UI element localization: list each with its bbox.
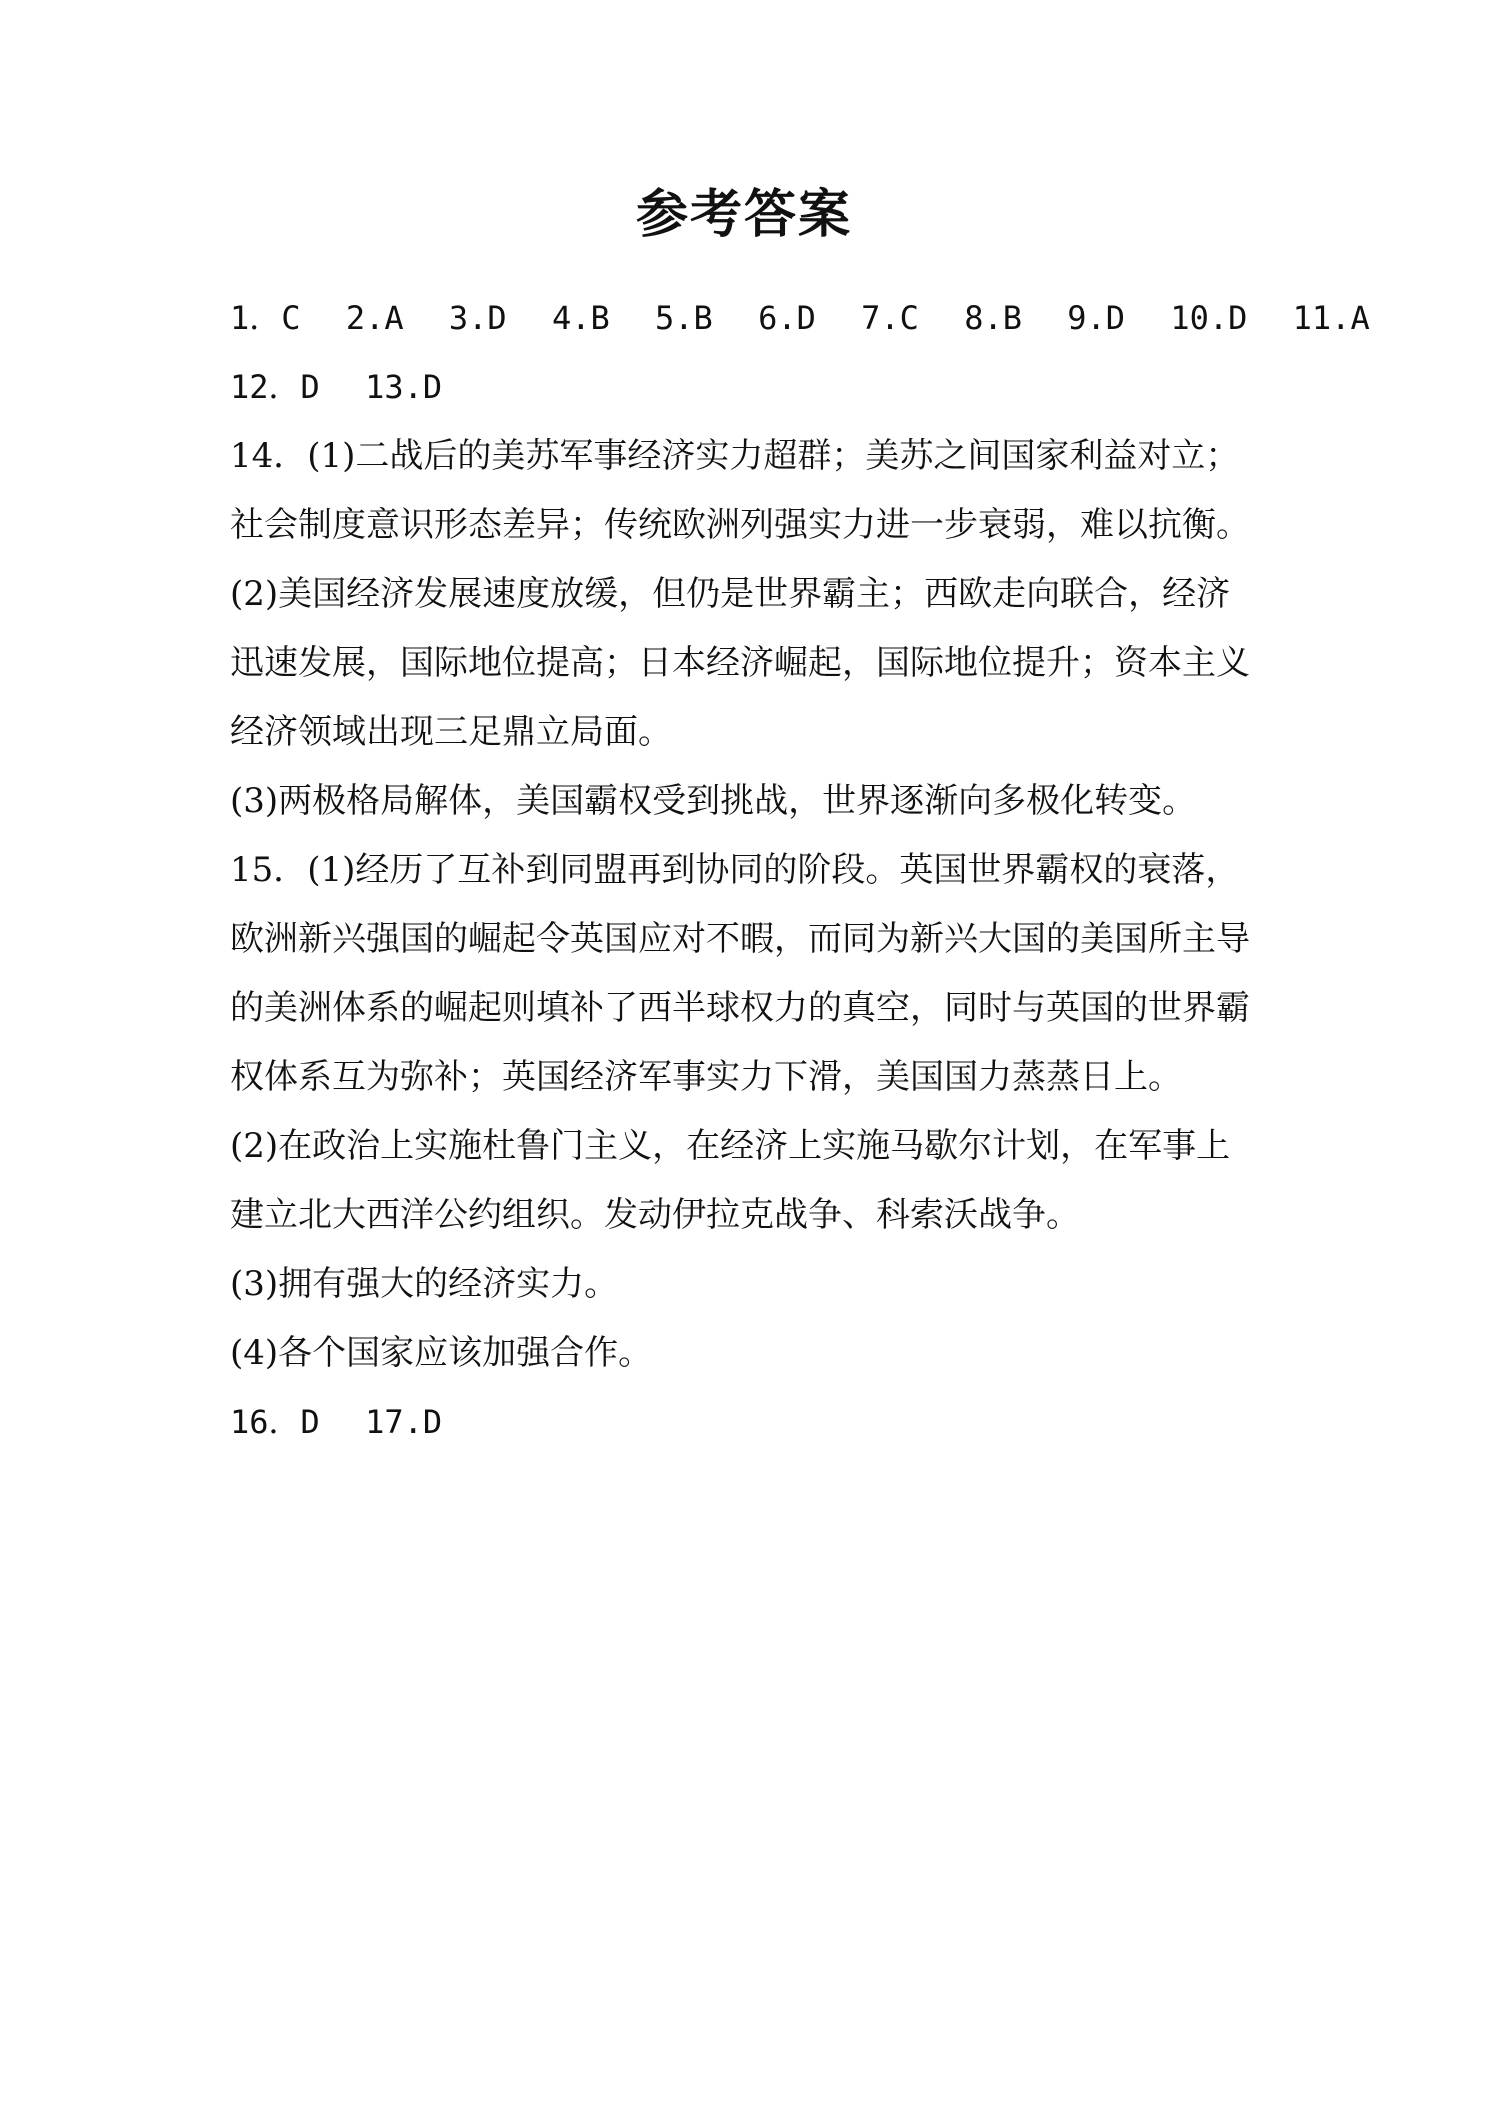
q14-line: (3)两极格局解体，美国霸权受到挑战，世界逐渐向多极化转变。: [230, 781, 1197, 821]
page-title: 参考答案: [635, 185, 852, 245]
q15-line: 权体系互为弥补；英国经济军事实力下滑，美国国力蒸蒸日上。: [230, 1057, 1182, 1097]
answer-item: 13.D: [365, 368, 443, 406]
mcq-answers-row-1: [230, 284, 1370, 353]
answer-item: 17.D: [365, 1403, 443, 1441]
answer-item: 8.B: [964, 299, 1022, 337]
q15-line: 欧洲新兴强国的崛起令英国应对不暇，而同为新兴大国的美国所主导: [230, 919, 1250, 959]
answer-item: 12．D: [230, 368, 320, 406]
answer-item: 4.B: [551, 299, 610, 337]
mcq-answers-row-3: [230, 1388, 1270, 1457]
q15-line: (4)各个国家应该加强合作。: [230, 1333, 653, 1373]
q14-line: 经济领域出现三足鼎立局面。: [230, 712, 672, 752]
answer-item: 6.D: [758, 299, 816, 337]
answer-item: 10.D: [1170, 299, 1248, 337]
q15-line: (2)在政治上实施杜鲁门主义，在经济上实施马歇尔计划，在军事上: [230, 1126, 1231, 1166]
mcq-answers-row-2: [230, 353, 1270, 422]
answer-item: 2.A: [345, 299, 404, 337]
answer-item: 11.A: [1292, 299, 1370, 337]
answer-item: 7.C: [861, 299, 919, 337]
answer-item: 5.B: [655, 299, 713, 337]
q14-line: 迅速发展，国际地位提高；日本经济崛起，国际地位提升；资本主义: [230, 643, 1250, 683]
q15-line: 建立北大西洋公约组织。发动伊拉克战争、科索沃战争。: [230, 1195, 1080, 1235]
answer-item: 9.D: [1067, 299, 1126, 337]
answer-body: [230, 284, 1370, 1457]
q15-line: 的美洲体系的崛起则填补了西半球权力的真空，同时与英国的世界霸: [230, 988, 1250, 1028]
q15-line: 15．(1)经历了互补到同盟再到协同的阶段。英国世界霸权的衰落，: [230, 850, 1240, 890]
answer-item: 3.D: [448, 299, 507, 337]
q14-line: 14．(1)二战后的美苏军事经济实力超群；美苏之间国家利益对立；: [230, 436, 1240, 476]
q14-line: (2)美国经济发展速度放缓，但仍是世界霸主；西欧走向联合，经济: [230, 574, 1231, 614]
q14-line: 社会制度意识形态差异；传统欧洲列强实力进一步衰弱，难以抗衡。: [230, 505, 1250, 545]
answer-item: 1．C: [230, 299, 301, 337]
answer-item: 16．D: [230, 1403, 320, 1441]
q15-line: (3)拥有强大的经济实力。: [230, 1264, 619, 1304]
